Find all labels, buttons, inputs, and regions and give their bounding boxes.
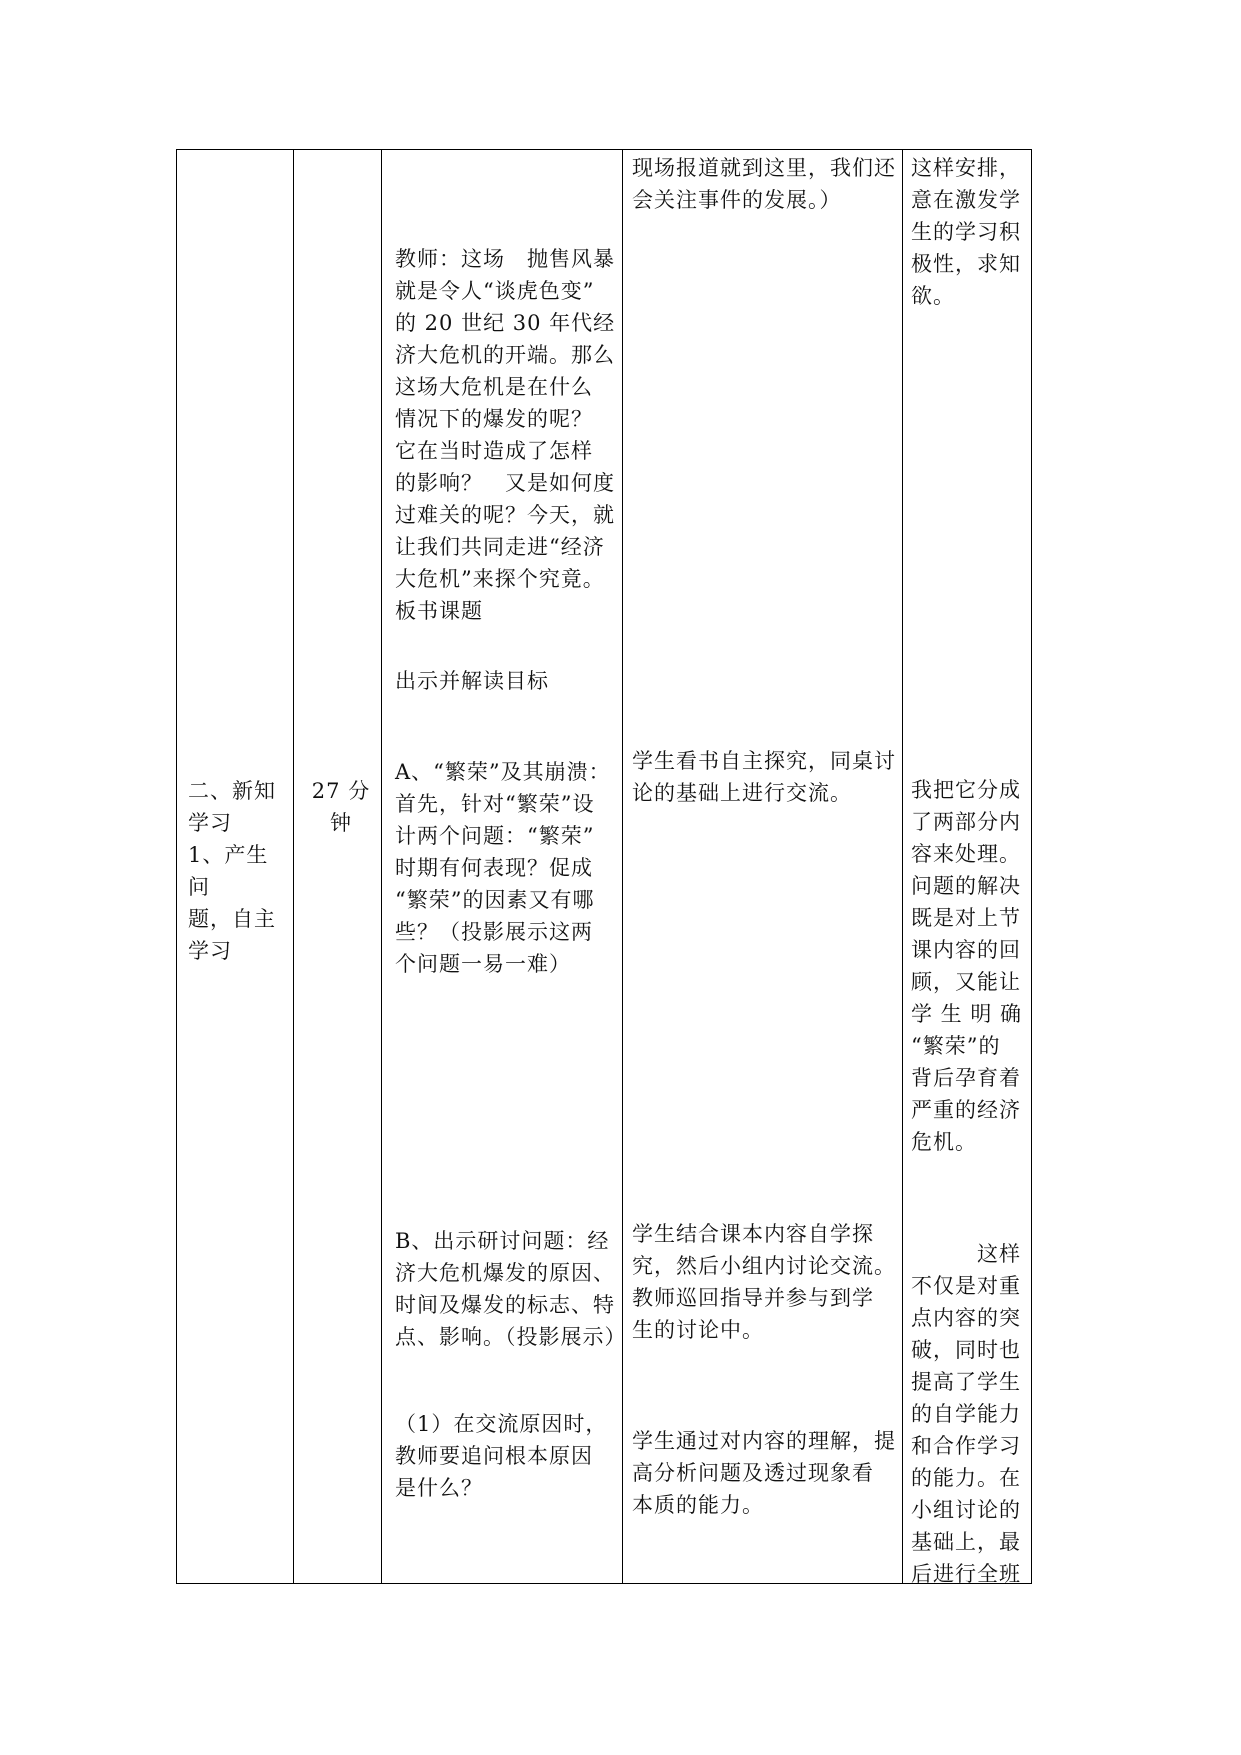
- intent-second-text: 我把它分成 了两部分内 容来处理。 问题的解决 既是对上节 课内容的回 顾，又能让 学 生 明 确 “繁荣”的 背后孕育着 严重的经济 危机。: [911, 778, 1023, 1154]
- column-divider: [293, 150, 294, 1583]
- intent-third-text: 这样 不仅是对重 点内容的突 破，同时也 提高了学生 的自学能力 和合作学习 的能力。在 小组讨论的 基础上，最 后进行全班: [911, 1242, 1021, 1586]
- intent-first-text: 这样安排， 意在激发学 生的学习积 极性，求知 欲。: [911, 156, 1021, 308]
- student-self-study-text: 学生看书自主探究，同桌讨 论的基础上进行交流。: [632, 749, 896, 805]
- stage-cell: 二、新知 学习 1、产生问 题，自主 学习: [188, 779, 276, 963]
- student-report-text: 现场报道就到这里，我们还 会关注事件的发展。）: [632, 156, 896, 212]
- column-divider: [902, 150, 903, 1583]
- column-divider: [381, 150, 382, 1583]
- teacher-part-b1-text: （1）在交流原因时， 教师要追问根本原因 是什么？: [395, 1412, 608, 1500]
- teacher-part-a-text: A、“繁荣”及其崩溃： 首先，针对“繁荣”设 计两个问题：“繁荣” 时期有何表现？促成 “繁荣”的因素又有哪 些？（投影展示这两 个问题一易一难）: [395, 760, 611, 976]
- student-group-text: 学生结合课本内容自学探 究，然后小组内讨论交流。 教师巡回指导并参与到学 生的讨论中。: [632, 1222, 896, 1342]
- teacher-goal-text: 出示并解读目标: [395, 669, 549, 693]
- column-divider: [622, 150, 623, 1583]
- teacher-intro-text: 教师：这场 抛售风暴 就是令人“谈虎色变” 的 20 世纪 30 年代经 济大危机的开端。那么 这场大危机是在什么 情况下的爆发的呢？ 它在当时造成了怎样 的影响？ 又是如何度 过难关的呢？今天，就 让我们共同走进“经济 大危机”来探个究竟。 板书课题: [395, 247, 616, 623]
- teacher-part-b-text: B、出示研讨问题：经 济大危机爆发的原因、 时间及爆发的标志、特 点、影响。（投影展示）: [395, 1229, 627, 1349]
- duration-cell: 27 分 钟: [311, 779, 371, 835]
- student-analysis-text: 学生通过对内容的理解，提 高分析问题及透过现象看 本质的能力。: [632, 1429, 896, 1517]
